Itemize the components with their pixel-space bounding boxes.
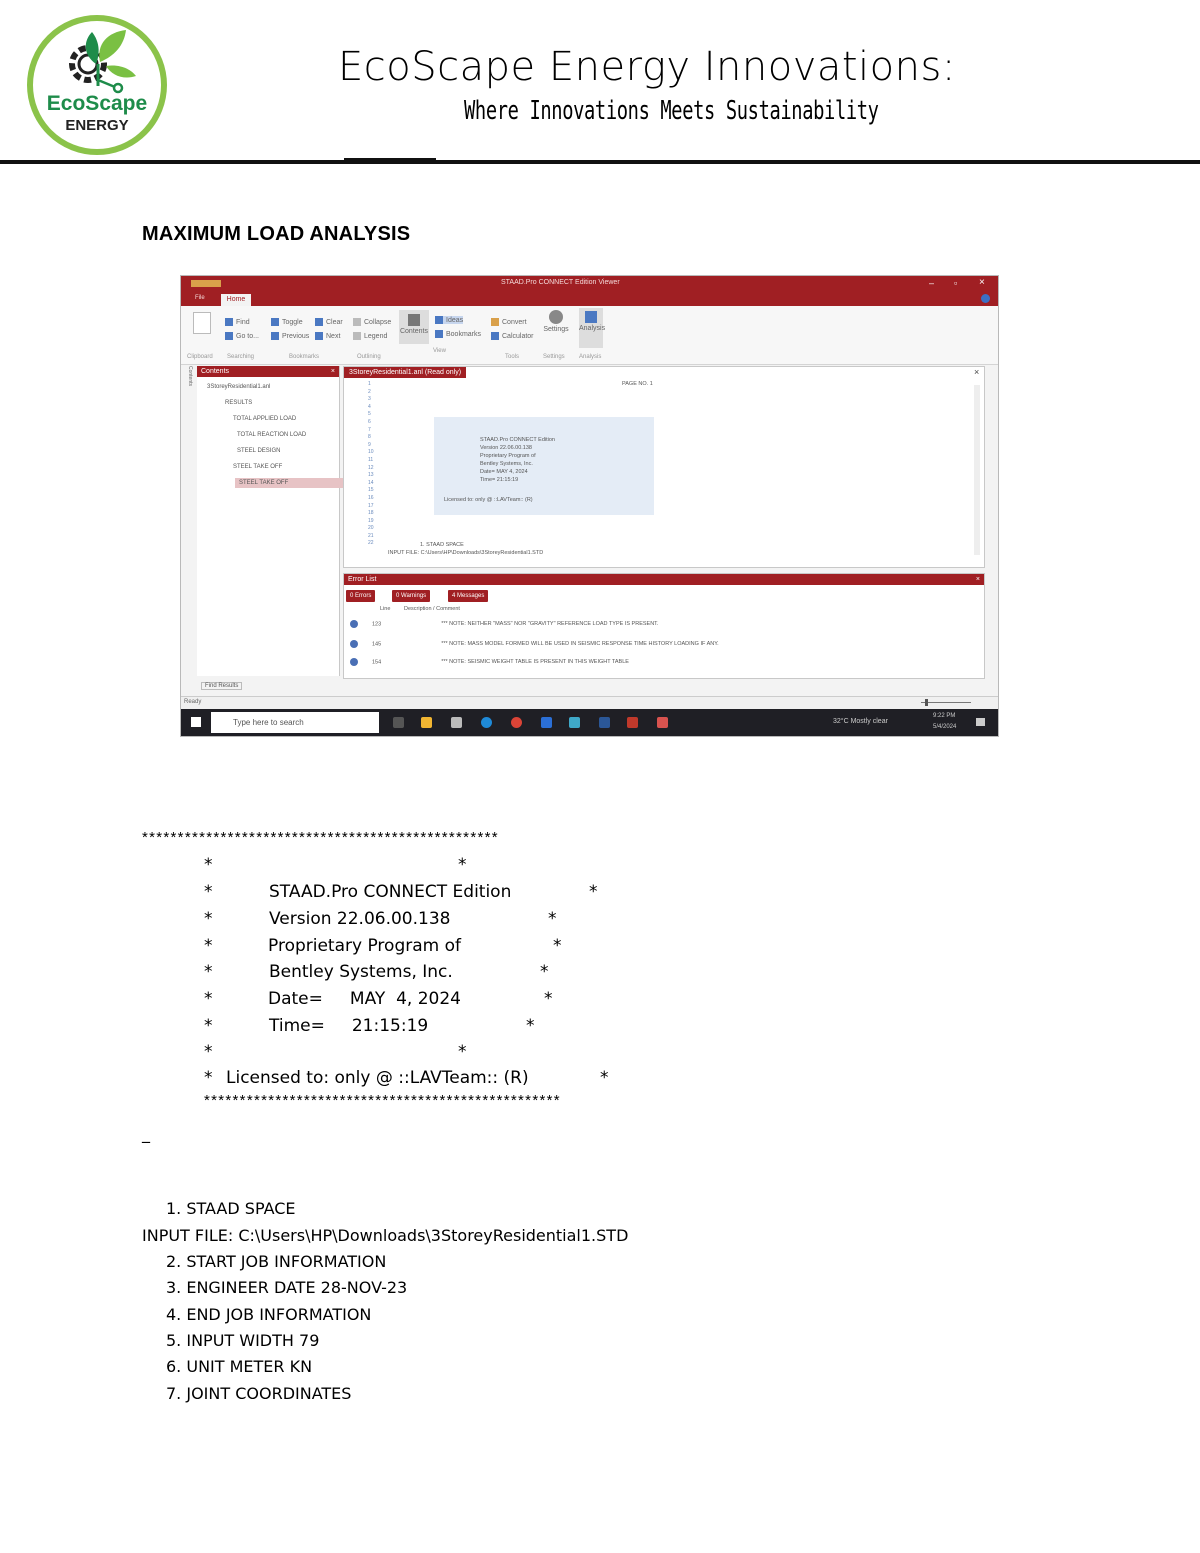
banner-edition: STAAD.Pro CONNECT Edition [269,882,512,902]
ribbon-tabs [181,292,998,306]
underscore-marker: _ [142,1124,150,1143]
errors-badge[interactable]: 0 Errors [346,590,375,602]
command-item: 4. END JOB INFORMATION [166,1305,372,1324]
banner-star: * [204,936,213,956]
contents-button[interactable]: Contents [399,310,429,344]
collapse-button[interactable]: Collapse [353,318,391,326]
staad-viewer-screenshot [180,275,999,737]
info-icon [350,620,358,628]
banner-star: * [540,962,549,982]
error-list-close-icon[interactable]: × [975,576,980,583]
tree-item-results[interactable]: RESULTS [225,400,253,406]
tree-item-applied-load[interactable]: TOTAL APPLIED LOAD [233,416,297,422]
line-numbers: 1 2 3 4 5 6 7 8 9 10 11 12 13 14 15 16 17 18 19 20 21 22 [368,381,374,547]
store-icon[interactable] [451,717,462,728]
viewer-icon[interactable] [657,717,668,728]
word-icon[interactable] [599,717,610,728]
header-divider [0,160,1200,164]
pane-close-icon[interactable]: × [330,368,335,375]
banner-bottom-rule: ************************************************** [204,1092,561,1109]
goto-button[interactable]: Go to... [225,332,259,340]
error-list-pane [343,573,985,679]
group-tools: Tools [505,354,520,360]
banner-star: * [553,936,562,956]
group-settings: Settings [543,354,565,360]
warnings-badge[interactable]: 0 Warnings [392,590,430,602]
weather-widget[interactable]: 32°C Mostly clear [833,718,888,725]
legend-button[interactable]: Legend [353,332,387,340]
toggle-button[interactable]: Toggle [271,318,303,326]
next-icon [315,332,323,340]
group-outlining: Outlining [357,354,381,360]
find-icon [225,318,233,326]
help-icon[interactable] [981,294,990,303]
ribbon [181,306,998,365]
windows-taskbar [181,709,998,736]
contents-pane [197,366,340,676]
notifications-icon[interactable] [976,718,985,726]
bookmark-icon [271,318,279,326]
banner-program: Proprietary Program of [268,936,461,956]
column-description: Description / Comment [404,606,460,612]
banner-star: * [600,1068,609,1088]
banner-top-rule: ************************************************** [142,829,499,846]
collapse-icon [353,318,361,326]
zoom-slider-thumb[interactable] [925,699,928,706]
editor-line-program: Proprietary Program of [480,453,536,459]
editor-line-edition: STAAD.Pro CONNECT Edition [480,437,555,443]
group-view: View [433,348,446,354]
legend-icon [353,332,361,340]
convert-button[interactable]: Convert [491,318,527,326]
banner-star: * [204,1042,213,1062]
column-line: Line [380,606,391,612]
info-icon [350,658,358,666]
message-row[interactable]: 154 *** NOTE: SEISMIC WEIGHT TABLE IS PRESENT IN THIS WEIGHT TABLE [350,658,629,666]
tree-item-steel-take-off-selected[interactable]: STEEL TAKE OFF [235,478,343,488]
group-bookmarks: Bookmarks [289,354,320,360]
find-button[interactable]: Find [225,318,250,326]
clear-button[interactable]: Clear [315,318,343,326]
page-number-label: PAGE NO. 1 [622,381,653,387]
close-icon[interactable]: × [979,277,985,288]
window-titlebar [181,276,998,292]
messages-badge[interactable]: 4 Messages [448,590,488,602]
editor-tab[interactable]: 3StoreyResidential1.anl (Read only) [344,367,466,378]
windows-start-icon[interactable] [191,717,201,727]
calculator-button[interactable]: Calculator [491,332,534,340]
staad-icon[interactable] [569,717,580,728]
command-item: 3. ENGINEER DATE 28-NOV-23 [166,1278,408,1297]
edge-icon[interactable] [481,717,492,728]
editor-line-version: Version 22.06.00.138 [480,445,532,451]
group-analysis: Analysis [579,354,602,360]
calculator-icon [491,332,499,340]
copy-icon[interactable] [193,312,211,334]
next-button[interactable]: Next [315,332,340,340]
banner-star: * [548,909,557,929]
tree-item-file[interactable]: 3StoreyResidential1.anl [207,384,271,390]
command-item: 5. INPUT WIDTH 79 [166,1331,320,1350]
contents-icon [408,314,420,326]
window-title: STAAD.Pro CONNECT Edition Viewer [501,279,620,286]
previous-icon [271,332,279,340]
command-item: 2. START JOB INFORMATION [166,1252,387,1271]
editor-scrollbar[interactable] [974,385,980,555]
banner-star: * [204,909,213,929]
banner-star: * [589,882,598,902]
analysis-button[interactable]: Analysis [579,308,603,348]
editor-close-icon[interactable]: × [974,367,980,377]
tab-home[interactable]: Home [221,294,251,306]
analysis-icon [585,311,597,323]
clock-time: 9:22 PM [933,713,956,719]
error-list-header: Error List × [344,574,984,585]
pdf-icon[interactable] [627,717,638,728]
group-searching: Searching [227,354,255,360]
company-logo [26,14,168,156]
banner-company: Bentley Systems, Inc. [269,962,453,982]
company-tagline: Where Innovations Meets Sustainability [464,96,879,126]
banner-star: * [204,962,213,982]
banner-version: Version 22.06.00.138 [269,909,451,929]
bookmarks-icon [435,330,443,338]
editor-line-time: Time= 21:15:19 [480,477,519,483]
command-item: 6. UNIT METER KN [166,1357,313,1376]
tree-item-reaction-load[interactable]: TOTAL REACTION LOAD [237,432,307,438]
editor-line-input-file: INPUT FILE: C:\Users\HP\Downloads\3StoreyResidential1.STD [388,550,544,556]
header-divider-accent [344,158,436,161]
minimize-icon[interactable]: – [929,278,935,288]
goto-icon [225,332,233,340]
settings-button[interactable]: Settings [543,310,569,333]
editor-line-license: Licensed to: only @ ::LAVTeam:: (R) [444,497,533,503]
quick-access-icons [191,280,221,287]
banner-star: * [204,1016,213,1036]
clock-date: 5/4/2024 [933,724,957,730]
ideas-button[interactable]: Ideas [435,316,463,324]
command-item: 7. JOINT COORDINATES [166,1384,352,1403]
gear-icon [549,310,563,324]
previous-button[interactable]: Previous [271,332,309,340]
file-explorer-icon[interactable] [421,717,432,728]
section-title: MAXIMUM LOAD ANALYSIS [142,223,411,245]
chrome-icon[interactable] [511,717,522,728]
company-name: EcoScape Energy Innovations: [338,44,956,90]
group-clipboard: Clipboard [187,354,213,360]
message-row[interactable]: 145 *** NOTE: MASS MODEL FORMED WILL BE USED IN SEISMIC RESPONSE TIME HISTORY LOADING IF ANY. [350,640,719,648]
clear-icon [315,318,323,326]
restore-icon[interactable]: ▫ [954,278,958,288]
banner-time: Time= 21:15:19 [269,1016,429,1036]
banner-star: * [204,989,213,1009]
banner-star: * [458,1042,467,1062]
editor-line-date: Date= MAY 4, 2024 [480,469,528,475]
bookmarks-button[interactable]: Bookmarks [435,330,481,338]
side-tab-contents[interactable]: Contents [187,366,193,387]
task-view-icon[interactable] [393,717,404,728]
banner-star: * [204,882,213,902]
status-bar [181,696,998,709]
contents-pane-header: Contents × [197,366,339,377]
status-text: Ready [184,699,202,705]
tree-item-steel-take-off[interactable]: STEEL TAKE OFF [233,464,283,470]
info-icon [350,640,358,648]
command-item: 1. STAAD SPACE [166,1199,296,1218]
logo-text-energy: ENERGY [65,117,129,134]
banner-star: * [458,855,467,875]
banner-star: * [204,1068,213,1088]
output-file-editor [343,366,985,568]
logo-text-ecoscape: EcoScape [46,92,148,115]
tab-file[interactable]: File [195,295,205,301]
banner-date: Date= MAY 4, 2024 [268,989,461,1009]
ideas-icon [435,316,443,324]
editor-line-company: Bentley Systems, Inc. [480,461,533,467]
banner-license: Licensed to: only @ ::LAVTeam:: (R) [226,1068,529,1088]
message-row[interactable]: 123 *** NOTE: NEITHER "MASS" NOR "GRAVITY" REFERENCE LOAD TYPE IS PRESENT. [350,620,658,628]
banner-star: * [526,1016,535,1036]
convert-icon [491,318,499,326]
find-results-tab[interactable]: Find Results [201,682,242,690]
mail-icon[interactable] [541,717,552,728]
zoom-slider[interactable] [921,702,971,703]
tree-item-steel-design[interactable]: STEEL DESIGN [237,448,281,454]
input-file-line: INPUT FILE: C:\Users\HP\Downloads\3StoreyResidential1.STD [142,1226,629,1245]
banner-star: * [204,855,213,875]
taskbar-search-input[interactable]: Type here to search [211,712,379,733]
editor-line-staad-space: 1. STAAD SPACE [420,542,464,548]
banner-star: * [544,989,553,1009]
